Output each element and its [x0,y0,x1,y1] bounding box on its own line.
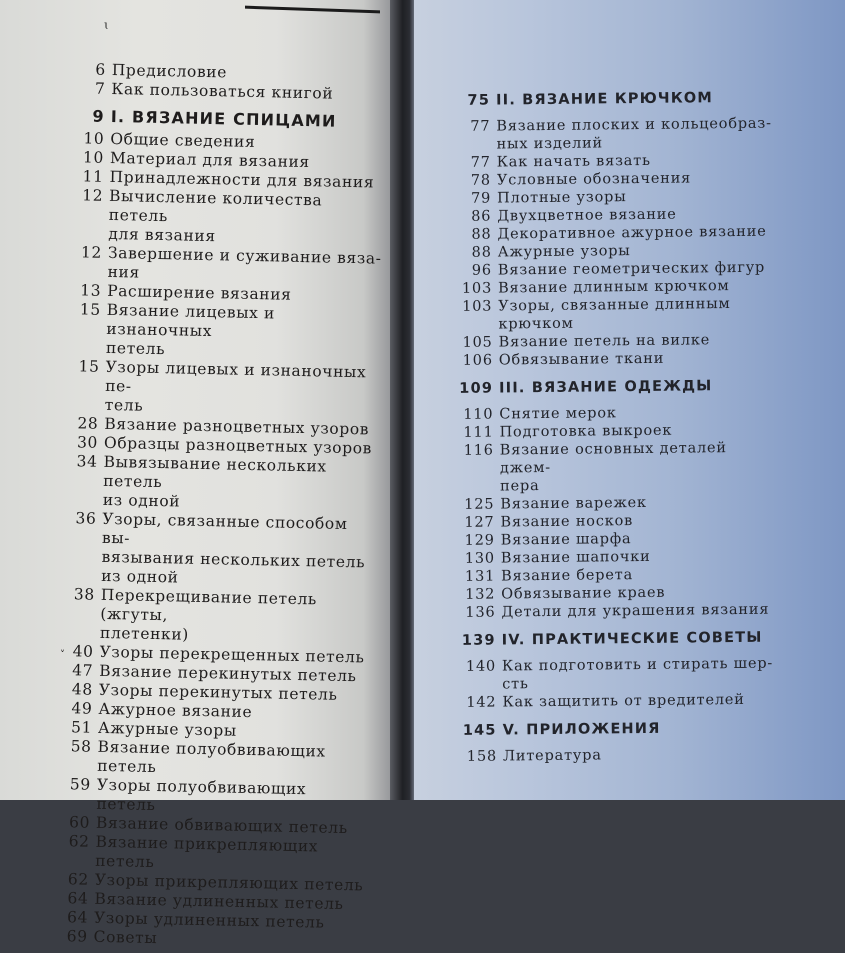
stray-ink-mark: ɩ [104,18,109,32]
toc-entry-title: Условные обозначения [496,170,692,189]
toc-entry-title: Материал для вязания [109,148,310,172]
toc-entry-title: Советы [93,927,158,948]
toc-entry-title: Как защитить от вредителей [502,691,745,711]
toc-page-number: 136 [465,604,496,621]
toc-page-number: 103 [461,280,493,297]
toc-entry [451,349,781,370]
toc-page-number: 38 [73,585,95,604]
toc-page-number: 15 [78,357,100,376]
toc-entry [452,439,783,496]
toc-entry-title: Перекрещивание петель (жгуты, плетенки) [99,585,318,644]
toc-entry-title: Вязание перекинутых петель [99,661,357,686]
pencil-checkmark-icon: ˅ [60,650,65,661]
toc-entry-title: Узоры полуобвивающих петель [96,775,307,815]
toc-page-number: 60 [68,813,91,832]
toc-entry [455,745,785,766]
toc-section-heading [455,719,785,740]
toc-entry-title: Узоры, связанные длинным крючком [498,296,731,333]
toc-entry-title: Вязание плоских и кольцеобраз- ных изделий [496,115,772,153]
toc-right-list [448,89,785,766]
toc-entry-title: Обвязывание ткани [498,350,665,369]
toc-entry-title: Узоры удлиненных петель [93,908,325,932]
toc-page-number: 109 [459,380,494,397]
toc-entry-title: Образцы разноцветных узоров [103,433,373,458]
toc-page-number: 88 [471,244,492,261]
toc-page-number: 7 [94,79,106,98]
toc-entry [61,243,382,288]
toc-entry-title: Вязание разноцветных узоров [104,414,370,439]
toc-page-number: 77 [470,154,491,171]
toc-page-number: 12 [82,186,104,205]
toc-page-number: 62 [67,870,90,889]
toc-section-heading [454,629,784,650]
toc-entry-title: Вязание полуобвивающих петель [97,737,326,777]
toc-entry [62,186,383,250]
toc-entry-title: Узоры перекрещенных петель [99,642,365,667]
toc-entry-title: Вывязывание нескольких петель из одной [102,452,327,511]
toc-page-number: 62 [68,832,90,851]
toc-entry-title: Завершение и суживание вяза- ния [107,243,382,282]
toc-entry-title: IV. ПРАКТИЧЕСКИЕ СОВЕТЫ [501,629,763,649]
toc-page-number: 86 [471,208,492,225]
toc-page-number: 40 [72,642,94,661]
toc-entry-title: Вязание петель на вилке [498,332,711,351]
toc-page-number: 64 [67,889,89,908]
toc-page-number: 11 [82,167,104,186]
toc-section-heading [448,89,778,110]
toc-page-number: 132 [465,586,496,603]
toc-entry-title: Предисловие [111,60,228,82]
toc-entry [51,737,372,782]
toc-entry-title: Вязание длинным крючком [497,278,730,297]
toc-page-number: 125 [464,496,495,513]
toc-entry-title: Вязание основных деталей джем- пера [499,440,727,495]
toc-page-number: 79 [470,190,492,207]
toc-page-number: 13 [80,281,102,300]
toc-entry [448,115,778,154]
toc-page-number: 106 [462,352,493,369]
toc-page-number: 36 [75,509,97,528]
toc-page-number: 51 [70,718,93,737]
toc-entry-title: Вязание варежек [500,494,647,513]
toc-entry-title: Вязание обвивающих петель [95,813,348,838]
toc-entry-title: Вязание лицевых и изнаночных петель [105,300,276,359]
toc-entry [57,452,378,516]
toc-entry [453,601,783,622]
toc-entry-title: Подготовка выкроек [499,422,673,441]
toc-entry-title: Вязание геометрических фигур [497,259,766,279]
toc-page-number: 142 [466,694,497,711]
toc-page-number: 158 [466,748,498,765]
toc-page-number: 78 [470,172,492,189]
toc-page-number: 30 [76,433,99,452]
toc-entry-title: Вязание шарфа [500,531,632,549]
toc-entry-title: Плотные узоры [497,189,627,207]
toc-entry-title: Вязание прикрепляющих петель [95,832,319,872]
toc-entry [454,655,784,694]
toc-page-number: 88 [471,226,492,243]
toc-page-number: 10 [82,148,105,167]
toc-entry-title: Обвязывание краев [501,584,666,603]
toc-page-number: 28 [77,414,99,433]
toc-entry-title: Снятие мерок [499,405,617,423]
toc-page-number: 145 [462,722,497,739]
toc-entry-title: Узоры, связанные способом вы- вязывания нескольких петель из одной [101,509,366,587]
toc-entry [49,832,370,877]
toc-entry-title: Узоры лицевых и изнаночных пе- тель [104,357,367,415]
toc-entry-title: Расширение вязания [106,281,292,304]
toc-page-number: 6 [95,60,106,79]
toc-entry [454,691,784,712]
toc-entry-title: Узоры прикрепляющих петель [94,870,364,895]
toc-page-number: 59 [69,775,92,794]
toc-entry-title: Как начать вязать [496,152,651,171]
toc-page-number: 48 [71,680,94,699]
toc-entry [59,357,380,421]
toc-page-number: 140 [465,658,497,675]
toc-page-number: 69 [66,927,88,946]
toc-page-number: 131 [464,568,496,585]
toc-entry-title: Двухцветное вязание [497,206,677,225]
toc-entry-title: Детали для украшения вязания [501,601,770,621]
toc-entry-title: II. ВЯЗАНИЕ КРЮЧКОМ [496,90,714,109]
toc-page-number: 47 [72,661,94,680]
toc-entry-title: III. ВЯЗАНИЕ ОДЕЖДЫ [499,378,713,397]
toc-entry-title: Узоры перекинутых петель [98,680,338,704]
toc-page-number: 9 [92,106,106,126]
toc-page-number: 129 [464,532,495,549]
toc-entry-title: Вязание берета [500,567,634,585]
toc-page-number: 34 [76,452,98,471]
toc-page-number: 139 [461,632,496,649]
toc-page-number: 77 [470,118,491,135]
toc-page-number: 58 [70,737,92,756]
toc-entry-title: Вязание шапочки [500,548,651,567]
toc-entry-title: Ажурные узоры [97,718,237,740]
toc-page-number: 15 [79,300,101,319]
toc-page-number: 64 [66,908,89,927]
toc-entry [54,585,375,649]
toc-entry-title: Ажурные узоры [497,243,631,261]
toc-entry-title: Декоративное ажурное вязание [497,223,767,243]
toc-entry-title: Общие сведения [110,129,256,151]
toc-section-heading [451,377,781,398]
toc-entry-title: Вязание носков [500,513,634,531]
toc-entry-title: Литература [502,747,602,765]
toc-page-number: 96 [471,262,492,279]
toc-entry-title: Как подготовить и стирать шер- сть [501,655,774,693]
toc-entry [60,300,381,364]
toc-page-number: 12 [80,243,103,262]
toc-entry [450,295,780,334]
toc-page-number: 111 [463,424,494,441]
toc-left-list [47,60,385,953]
toc-page-number: 105 [462,334,493,351]
toc-page-number: 127 [464,514,495,531]
toc-page-number: 130 [464,550,495,567]
toc-entry-title: Ажурное вязание [98,699,253,722]
toc-entry [55,509,377,592]
toc-page-number: 110 [463,406,494,423]
toc-entry-title: Принадлежности для вязания [109,167,375,192]
toc-page-number: 49 [71,699,93,718]
toc-page-number: 116 [463,442,494,459]
toc-page-number: 103 [462,298,493,315]
toc-entry-title: Как пользоваться книгой [111,79,334,103]
toc-entry-title: I. ВЯЗАНИЕ СПИЦАМИ [110,106,337,131]
toc-entry-title: V. ПРИЛОЖЕНИЯ [502,720,661,739]
toc-page-number: 75 [467,92,491,109]
toc-section-heading [65,106,385,132]
toc-entry-title: Вычисление количества петель для вязания [108,186,323,246]
toc-page-number: 10 [83,129,105,148]
toc-entry [50,775,371,820]
toc-entry-title: Вязание удлиненных петель [94,889,344,913]
